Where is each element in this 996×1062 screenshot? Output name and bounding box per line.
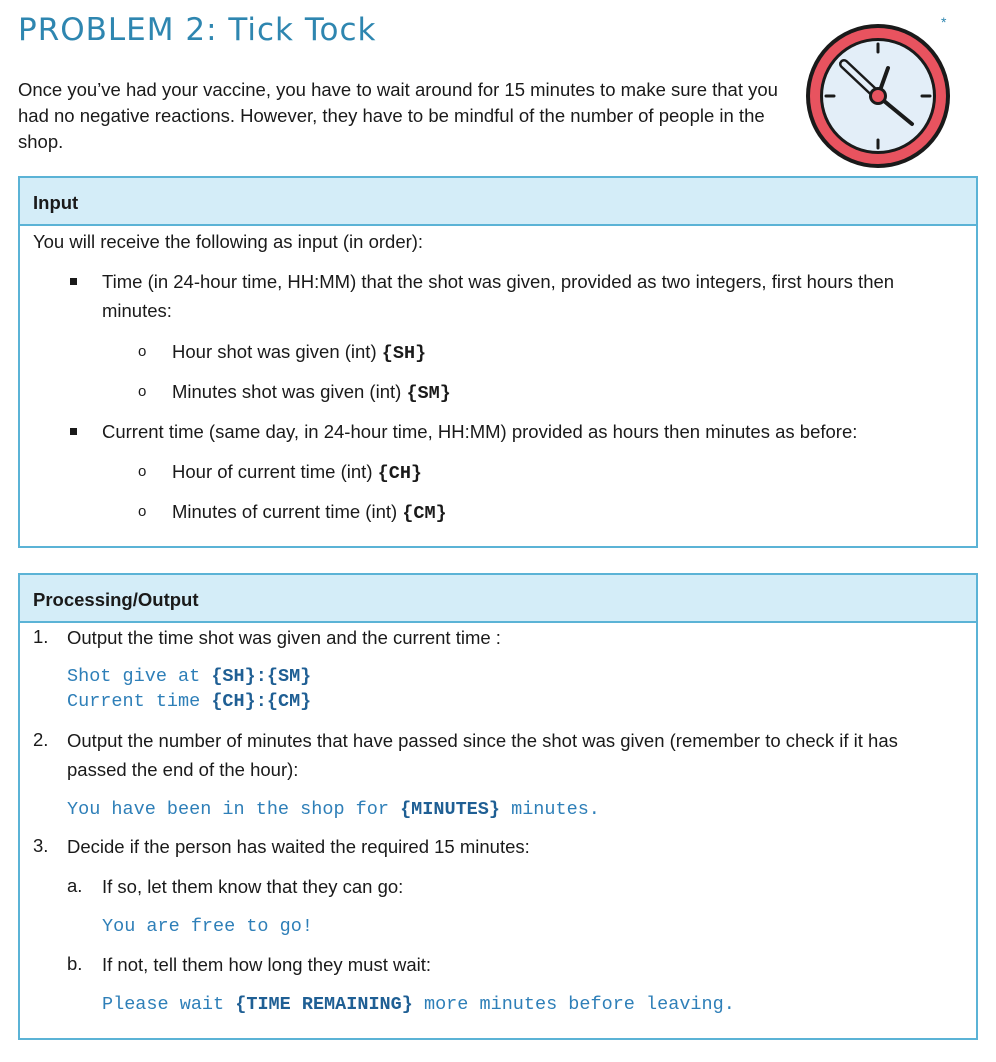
step-1-text: Output the time shot was given and the current time :	[67, 627, 501, 648]
input-item-1-line-2: minutes:	[102, 300, 172, 321]
code-text: You have been in the shop for	[67, 799, 401, 820]
intro-paragraph: Once you’ve had your vaccine, you have to wait around for 15 minutes to make sure that you had no negative reactions. However, they have to be mindful of the number of people in the shop.	[18, 79, 778, 152]
step-2-line-1: Output the number of minutes that have passed since the shot was given (remember to check if it has	[67, 730, 898, 751]
processing-heading: Processing/Output	[20, 575, 976, 623]
input-sub-1a-text: Hour shot was given (int)	[172, 341, 382, 362]
circle-bullet-icon: o	[138, 343, 147, 360]
code-line-shot	[67, 664, 311, 689]
input-box	[18, 176, 978, 548]
code-text: Please wait	[102, 994, 236, 1015]
input-sub-2b-text: Minutes of current time (int)	[172, 501, 403, 522]
code-text: Current time	[67, 691, 212, 712]
asterisk-mark: *	[941, 14, 947, 30]
code-text: more minutes before leaving.	[412, 994, 735, 1015]
code-var: :	[255, 691, 267, 712]
input-sub-2a-text: Hour of current time (int)	[172, 461, 378, 482]
input-heading: Input	[20, 178, 976, 226]
code-block-3a: You are free to go!	[102, 916, 313, 937]
code-var: :	[255, 666, 267, 687]
square-bullet-icon	[70, 278, 77, 285]
clock-icon	[802, 20, 954, 172]
step-2-line-2: passed the end of the hour):	[67, 759, 299, 780]
page-title: PROBLEM 2: Tick Tock	[18, 12, 377, 48]
code-block-1	[67, 664, 311, 714]
input-sub-1a-code: {SH}	[381, 343, 427, 364]
step-3-text: Decide if the person has waited the required 15 minutes:	[67, 836, 530, 857]
code-text: Shot give at	[67, 666, 212, 687]
code-block-3b	[102, 991, 735, 1019]
step-number-2: 2.	[33, 729, 49, 750]
step-3a-text: If so, let them know that they can go:	[102, 876, 404, 897]
input-sub-1a	[172, 338, 426, 368]
input-lead: You will receive the following as input (in order):	[33, 231, 424, 252]
code-var: {SH}	[211, 666, 256, 687]
circle-bullet-icon: o	[138, 383, 147, 400]
code-var: {SM}	[266, 666, 312, 687]
step-letter-b: b.	[67, 953, 83, 974]
code-line-current	[67, 689, 311, 714]
circle-bullet-icon: o	[138, 503, 147, 520]
code-var: {CH}	[211, 691, 256, 712]
step-number-1: 1.	[33, 626, 49, 647]
input-item-2: Current time (same day, in 24-hour time, HH:MM) provided as hours then minutes as before:	[102, 421, 858, 442]
processing-box	[18, 573, 978, 1040]
input-sub-1b	[172, 378, 451, 408]
square-bullet-icon	[70, 428, 77, 435]
code-var: {MINUTES}	[400, 799, 500, 820]
input-sub-2a	[172, 458, 422, 488]
input-sub-2a-code: {CH}	[377, 463, 423, 484]
code-var: {CM}	[266, 691, 312, 712]
code-var: {TIME REMAINING}	[235, 994, 413, 1015]
step-3b-text: If not, tell them how long they must wait:	[102, 954, 432, 975]
code-block-2	[67, 796, 600, 824]
input-sub-1b-text: Minutes shot was given (int)	[172, 381, 407, 402]
input-sub-1b-code: {SM}	[406, 383, 451, 404]
circle-bullet-icon: o	[138, 463, 147, 480]
step-number-3: 3.	[33, 835, 49, 856]
code-text: minutes.	[499, 799, 600, 820]
input-sub-2b-code: {CM}	[402, 503, 447, 524]
input-item-1-line-1: Time (in 24-hour time, HH:MM) that the shot was given, provided as two integers, first hours then	[102, 271, 895, 292]
step-letter-a: a.	[67, 875, 83, 896]
input-sub-2b	[172, 498, 447, 528]
